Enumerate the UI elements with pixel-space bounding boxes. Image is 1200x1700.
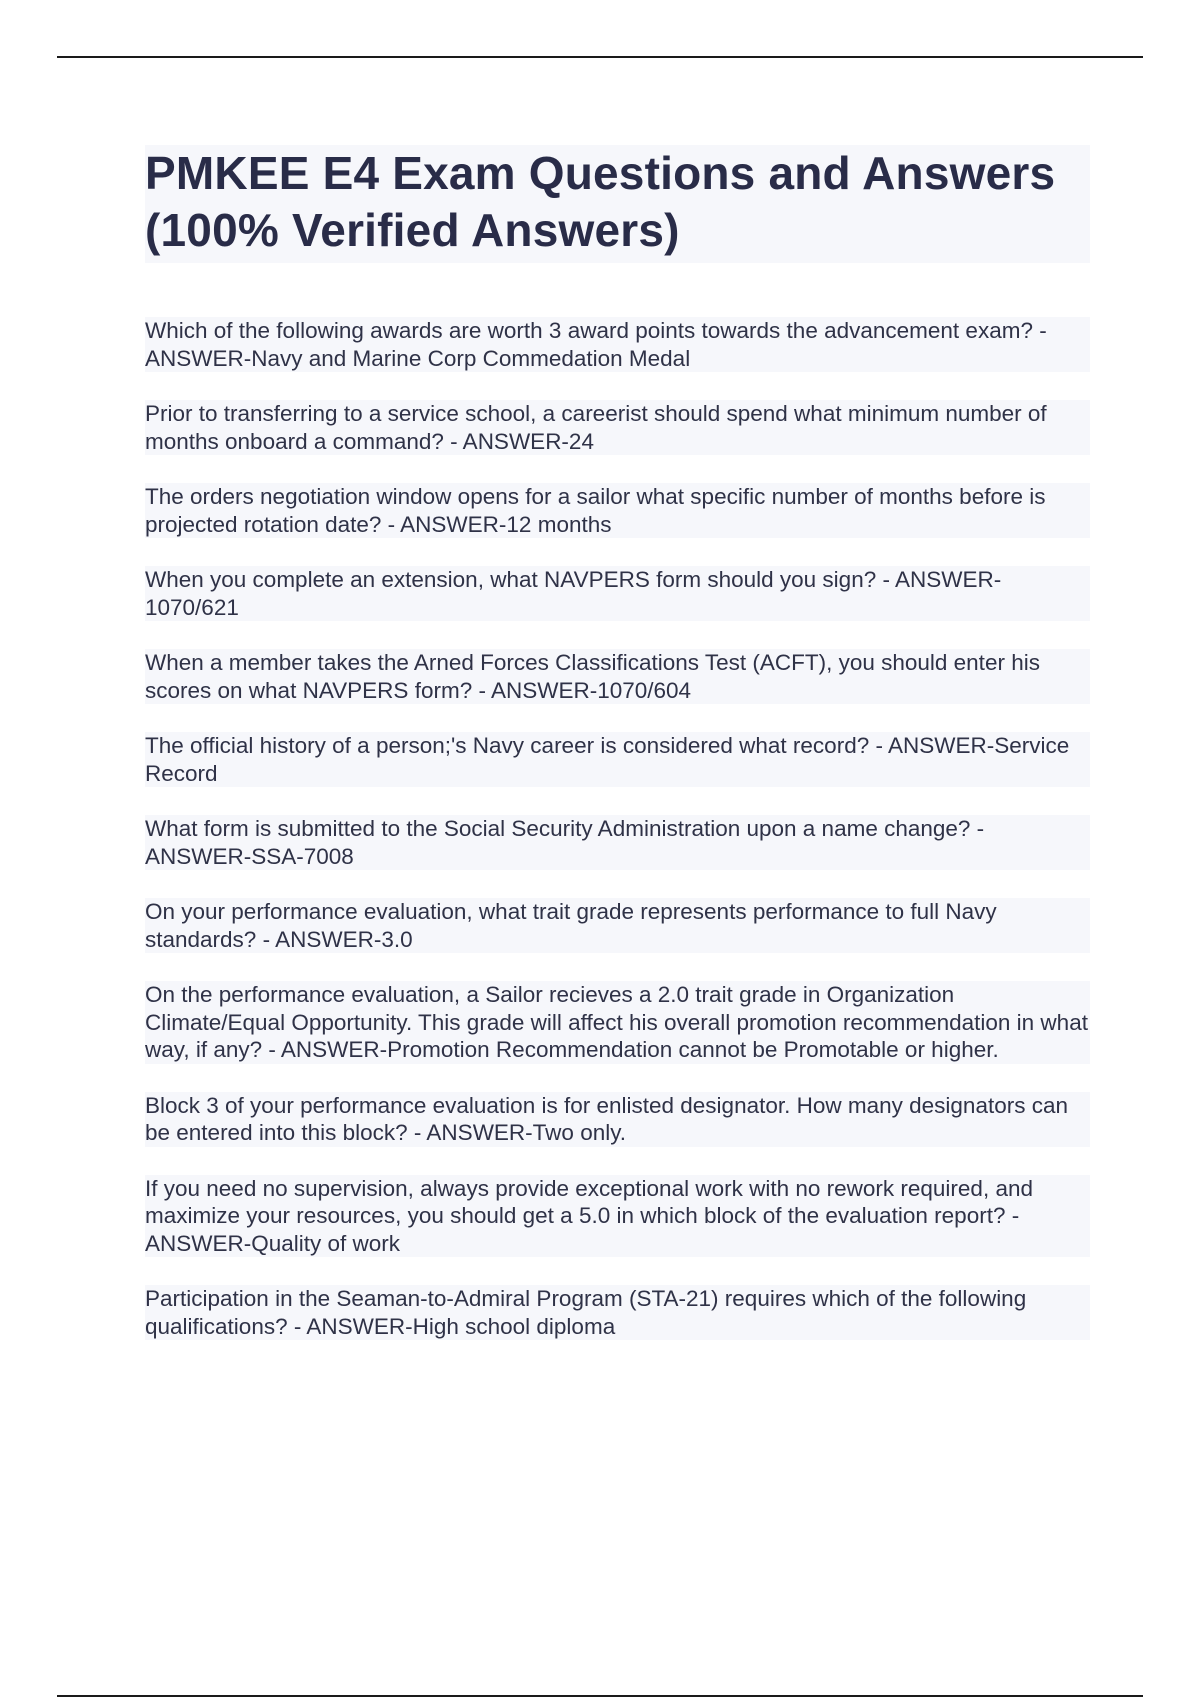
document-title: PMKEE E4 Exam Questions and Answers (100% Verified Answers) bbox=[145, 147, 1056, 256]
qa-item: Which of the following awards are worth 3 award points towards the advancement exam? - ANSWER-Navy and Marine Corp Commedation Medal bbox=[145, 317, 1090, 372]
qa-item: Prior to transferring to a service school, a careerist should spend what minimum number of months onboard a command? - ANSWER-24 bbox=[145, 400, 1090, 455]
qa-item: When a member takes the Arned Forces Classifications Test (ACFT), you should enter his scores on what NAVPERS form? - ANSWER-1070/604 bbox=[145, 649, 1090, 704]
document-body bbox=[145, 145, 1090, 1368]
qa-item: If you need no supervision, always provide exceptional work with no rework required, and maximize your resources, you should get a 5.0 in which block of the evaluation report? - ANSWER-Quality of work bbox=[145, 1175, 1090, 1258]
qa-item: On your performance evaluation, what trait grade represents performance to full Navy standards? - ANSWER-3.0 bbox=[145, 898, 1090, 953]
qa-item: When you complete an extension, what NAVPERS form should you sign? - ANSWER-1070/621 bbox=[145, 566, 1090, 621]
qa-item: Block 3 of your performance evaluation is for enlisted designator. How many designators can be entered into this block? - ANSWER-Two only. bbox=[145, 1092, 1090, 1147]
qa-item: The official history of a person;'s Navy career is considered what record? - ANSWER-Service Record bbox=[145, 732, 1090, 787]
qa-item: The orders negotiation window opens for a sailor what specific number of months before is projected rotation date? - ANSWER-12 months bbox=[145, 483, 1090, 538]
bottom-rule bbox=[57, 1695, 1143, 1697]
qa-item: Participation in the Seaman-to-Admiral Program (STA-21) requires which of the following qualifications? - ANSWER-High school diploma bbox=[145, 1285, 1090, 1340]
top-rule bbox=[57, 56, 1143, 58]
qa-item: On the performance evaluation, a Sailor recieves a 2.0 trait grade in Organization Climate/Equal Opportunity. This grade will affect his overall promotion recommendation in what way, if any? - ANSWER-Promotion Recommendation cannot be Promotable or higher. bbox=[145, 981, 1090, 1064]
qa-item: What form is submitted to the Social Security Administration upon a name change? - ANSWER-SSA-7008 bbox=[145, 815, 1090, 870]
title-block bbox=[145, 145, 1090, 263]
qa-list bbox=[145, 317, 1090, 1340]
